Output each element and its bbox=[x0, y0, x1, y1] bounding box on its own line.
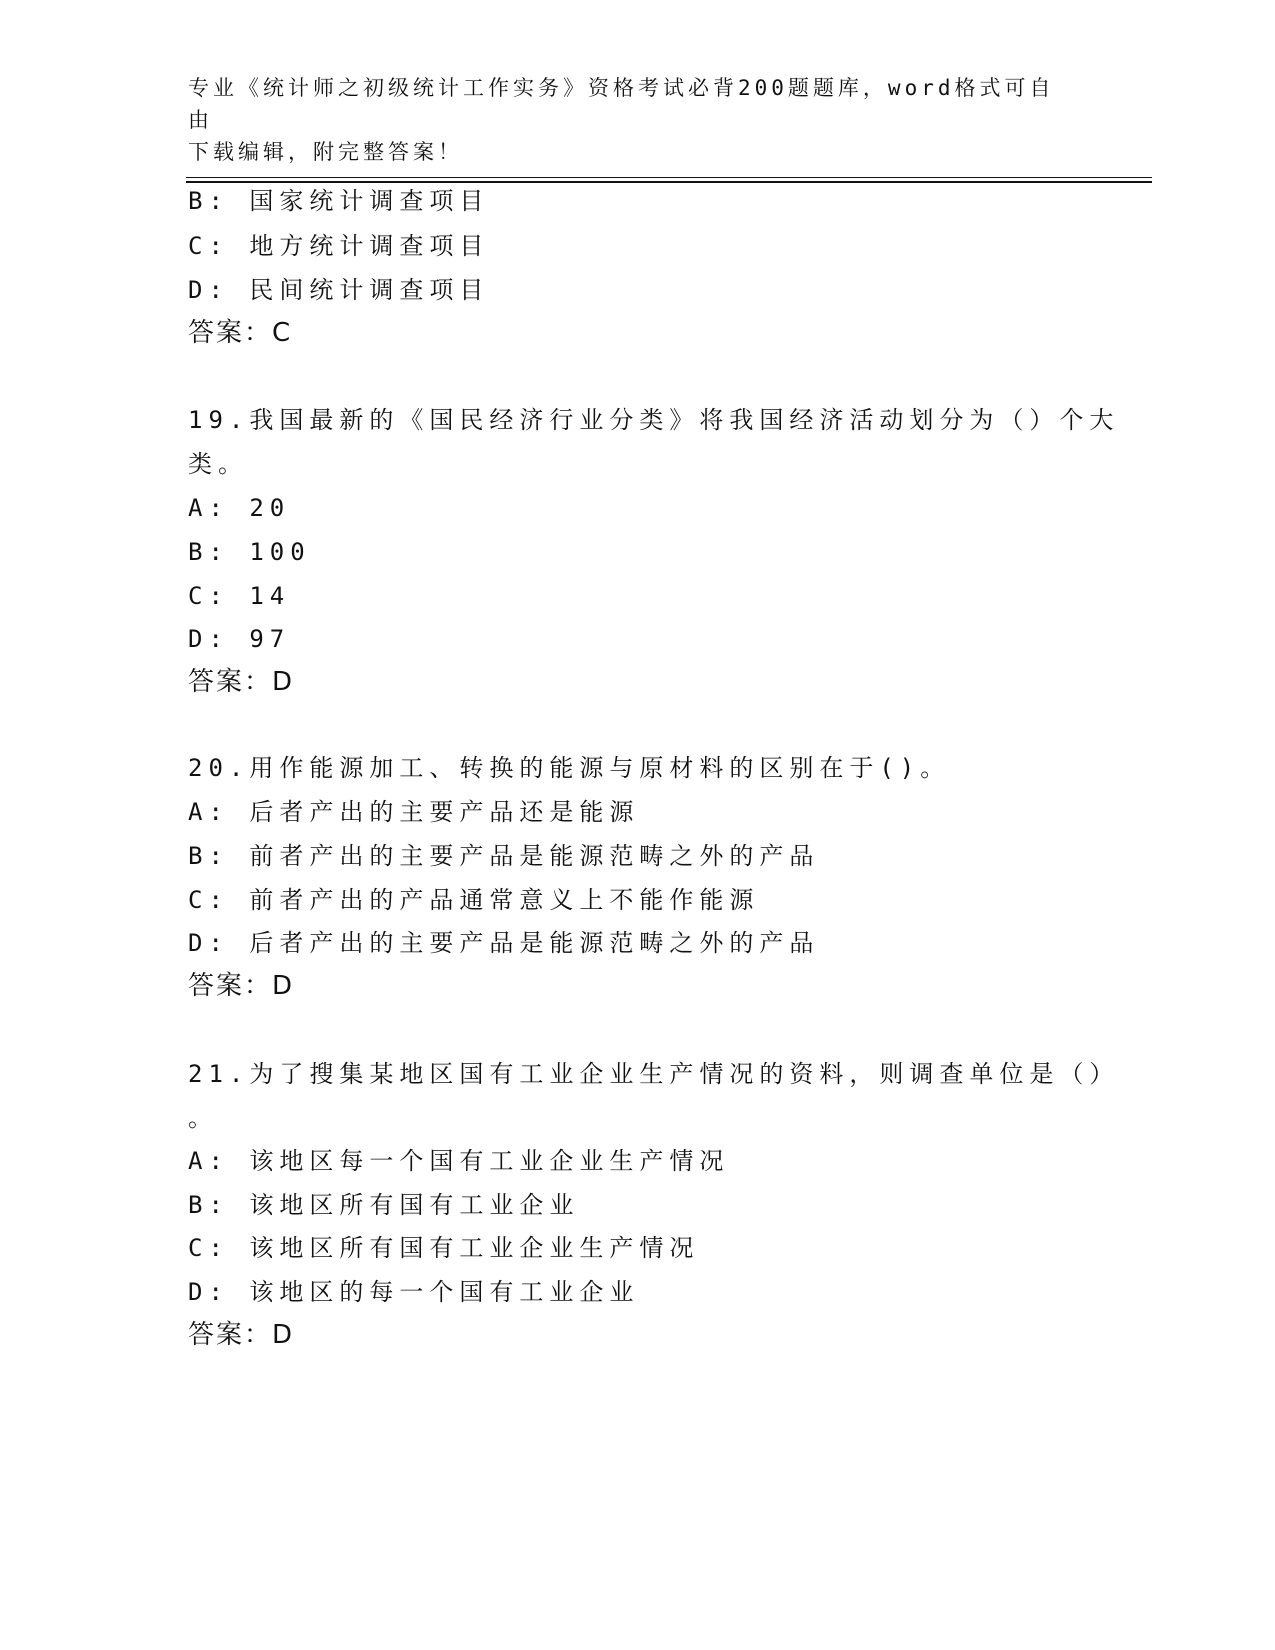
q20-option-a: A: 后者产出的主要产品还是能源 bbox=[188, 798, 640, 826]
q19-option-c: C: 14 bbox=[188, 582, 291, 610]
q21-stem-line-1: 21.为了搜集某地区国有工业企业生产情况的资料，则调查单位是（） bbox=[188, 1060, 1120, 1088]
q19-answer: 答案：D bbox=[188, 667, 295, 697]
q21-option-a: A: 该地区每一个国有工业企业生产情况 bbox=[188, 1147, 730, 1175]
q19-option-d: D: 97 bbox=[188, 625, 291, 653]
q19-stem-line-1: 19.我国最新的《国民经济行业分类》将我国经济活动划分为（）个大 bbox=[188, 406, 1120, 434]
q21-option-b: B: 该地区所有国有工业企业 bbox=[188, 1191, 580, 1219]
q20-option-b: B: 前者产出的主要产品是能源范畴之外的产品 bbox=[188, 842, 820, 870]
q21-option-d: D: 该地区的每一个国有工业企业 bbox=[188, 1278, 640, 1306]
q20-option-d: D: 后者产出的主要产品是能源范畴之外的产品 bbox=[188, 929, 820, 957]
q18-option-b: B: 国家统计调查项目 bbox=[188, 187, 490, 215]
q20-answer: 答案：D bbox=[188, 971, 295, 1001]
q19-stem-line-2: 类。 bbox=[188, 450, 248, 478]
q21-stem-line-2: 。 bbox=[188, 1104, 218, 1132]
q21-answer: 答案：D bbox=[188, 1320, 295, 1350]
q20-option-c: C: 前者产出的产品通常意义上不能作能源 bbox=[188, 886, 760, 914]
q18-option-d: D: 民间统计调查项目 bbox=[188, 276, 490, 304]
q21-option-c: C: 该地区所有国有工业企业生产情况 bbox=[188, 1234, 700, 1262]
q19-option-b: B: 100 bbox=[188, 538, 311, 566]
header-divider-thin bbox=[186, 177, 1152, 178]
header-divider-thick bbox=[186, 181, 1152, 183]
q20-stem-line-1: 20.用作能源加工、转换的能源与原材料的区别在于()。 bbox=[188, 754, 951, 782]
q19-option-a: A: 20 bbox=[188, 494, 291, 522]
header-title-line-1: 专业《统计师之初级统计工作实务》资格考试必背200题题库，word格式可自由 bbox=[188, 76, 1055, 132]
header-title-line-2: 下载编辑，附完整答案！ bbox=[188, 140, 463, 164]
document-header bbox=[188, 72, 1068, 168]
q18-option-c: C: 地方统计调查项目 bbox=[188, 232, 490, 260]
q18-answer: 答案：C bbox=[188, 318, 293, 348]
